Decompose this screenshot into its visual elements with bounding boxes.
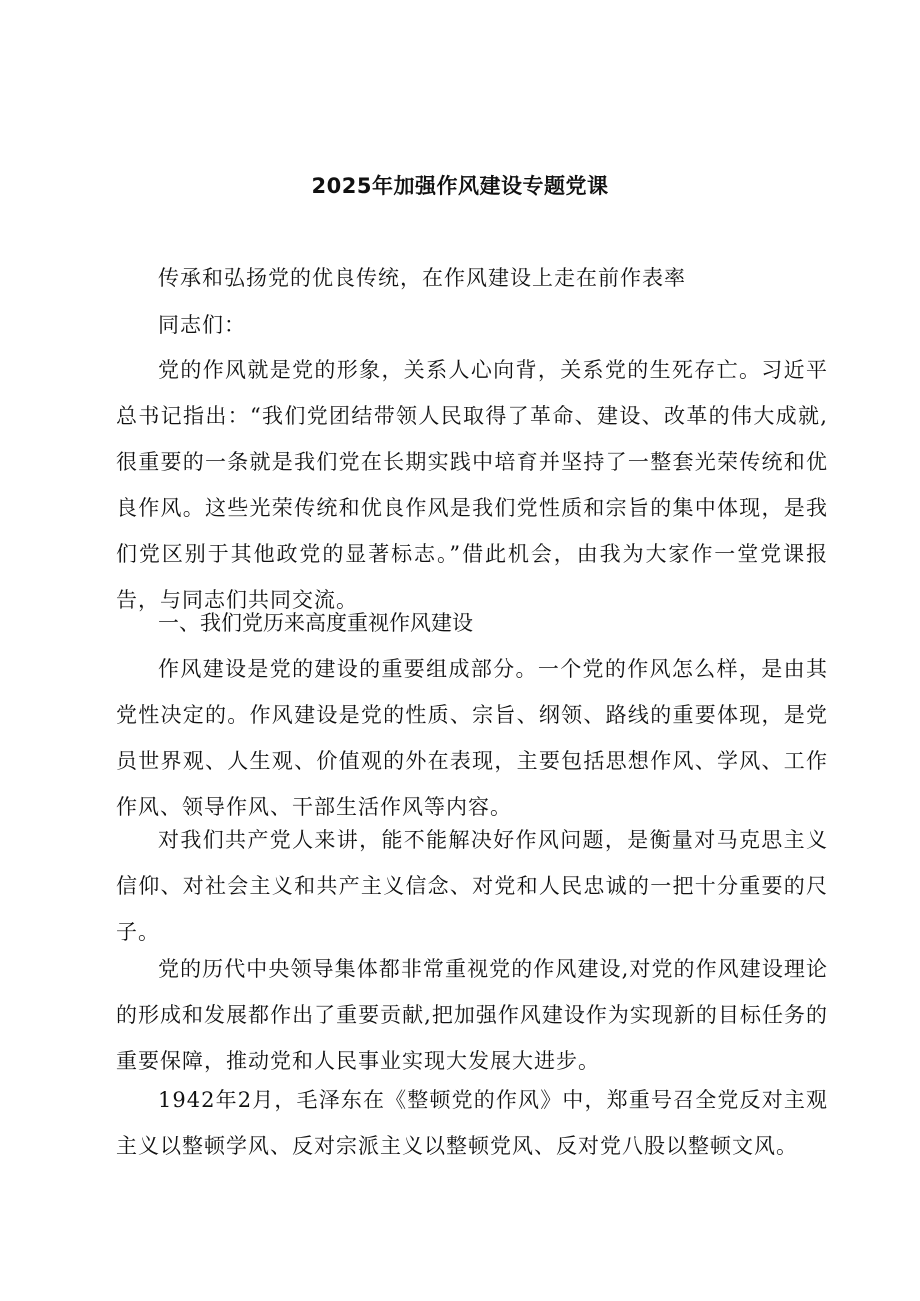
intro-paragraph: 党的作风就是党的形象，关系人心向背，关系党的生死存亡。习近平总书记指出：“我们党团结带领人民取得了革命、建设、改革的伟大成就,很重要的一条就是我们党在长期实践中培育并坚持了一整套光荣传统和优良作风。这些光荣传统和优良作风是我们党性质和宗旨的集中体现，是我们党区别于其他政党的显著标志。”借此机会，由我为大家作一堂党课报告，与同志们共同交流。 xyxy=(116,358,828,612)
body-paragraph-3: 党的历代中央领导集体都非常重视党的作风建设,对党的作风建设理论的形成和发展都作出了重要贡献,把加强作风建设作为实现新的目标任务的重要保障，推动党和人民事业实现大发展大进步。 xyxy=(116,957,828,1073)
body-paragraph-1: 作风建设是党的建设的重要组成部分。一个党的作风怎么样，是由其党性决定的。作风建设是党的性质、宗旨、纲领、路线的重要体现，是党员世界观、人生观、价值观的外在表现，主要包括思想作风、学风、工作作风、领导作风、干部生活作风等内容。 xyxy=(116,657,828,819)
section-heading-1: 一、我们党历来高度重视作风建设 xyxy=(158,611,473,635)
document-title: 2025年加强作风建设专题党课 xyxy=(311,174,609,198)
document-subtitle: 传承和弘扬党的优良传统，在作风建设上走在前作表率 xyxy=(158,266,686,290)
salutation: 同志们： xyxy=(158,313,246,337)
body-paragraph-2: 对我们共产党人来讲，能不能解决好作风问题，是衡量对马克思主义信仰、对社会主义和共产主义信念、对党和人民忠诚的一把十分重要的尺子。 xyxy=(116,828,828,944)
body-paragraph-4: 1942年2月，毛泽东在《整顿党的作风》中，郑重号召全党反对主观主义以整顿学风、反对宗派主义以整顿党风、反对党八股以整顿文风。 xyxy=(116,1088,828,1158)
